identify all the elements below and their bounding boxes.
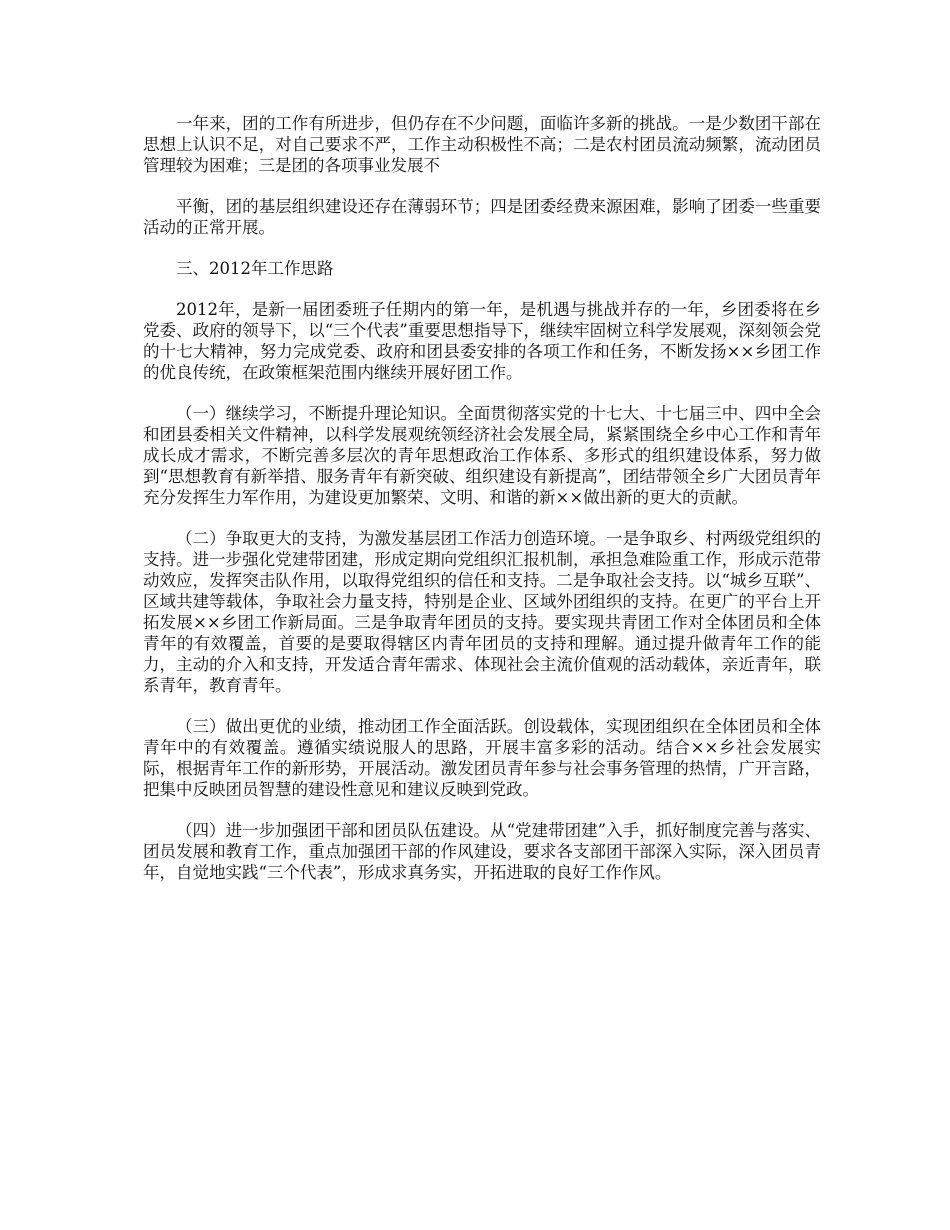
document-body — [143, 113, 821, 903]
paragraph-problems-part1: 一年来，团的工作有所进步，但仍存在不少问题，面临许多新的挑战。一是少数团干部在思想上认识不足，对自己要求不严，工作主动积极性不高；二是农村团员流动频繁，流动团员管理较为困难；三是团的各项事业发展不 — [143, 114, 821, 175]
paragraph-problems-part2: 平衡，团的基层组织建设还存在薄弱环节；四是团委经费来源困难，影响了团委一些重要活动的正常开展。 — [143, 197, 821, 237]
paragraph-item-2-support: （二）争取更大的支持，为激发基层团工作活力创造环境。一是争取乡、村两级党组织的支持。进一步强化党建带团建，形成定期向党组织汇报机制，承担急难险重工作，形成示范带动效应，发挥突击队作用，以取得党组织的信任和支持。二是争取社会支持。以“城乡互联”、区域共建等载体，争取社会力量支持，特别是企业、区域外团组织的支持。在更广的平台上开拓发展××乡团工作新局面。三是争取青年团员的支持。要实现共青团工作对全体团员和全体青年的有效覆盖，首要的是要取得辖区内青年团员的支持和理解。通过提升做青年工作的能力，主动的介入和支持，开发适合青年需求、体现社会主流价值观的活动载体，亲近青年，联系青年，教育青年。 — [143, 529, 821, 695]
paragraph-2012-overview: 2012年，是新一届团委班子任期内的第一年，是机遇与挑战并存的一年，乡团委将在乡党委、政府的领导下，以“三个代表”重要思想指导下，继续牢固树立科学发展观，深刻领会党的十七大精神，努力完成党委、政府和团县委安排的各项工作和任务，不断发扬××乡团工作的优良传统，在政策框架范围内继续开展好团工作。 — [143, 300, 821, 382]
paragraph-item-1-study: （一）继续学习，不断提升理论知识。全面贯彻落实党的十七大、十七届三中、四中全会和团县委相关文件精神，以科学发展观统领经济社会发展全局，紧紧围绕全乡中心工作和青年成长成才需求，不断完善多层次的青年思想政治工作体系、多形式的组织建设体系，努力做到“思想教育有新举措、服务青年有新突破、组织建设有新提高”，团结带领全乡广大团员青年充分发挥生力军作用，为建设更加繁荣、文明、和谐的新××做出新的更大的贡献。 — [143, 404, 821, 507]
paragraph-item-3-performance: （三）做出更优的业绩，推动团工作全面活跃。创设载体，实现团组织在全体团员和全体青年中的有效覆盖。遵循实绩说服人的思路，开展丰富多彩的活动。结合××乡社会发展实际，根据青年工作的新形势，开展活动。激发团员青年参与社会事务管理的热情，广开言路，把集中反映团员智慧的建设性意见和建议反映到党政。 — [143, 717, 821, 799]
section-heading-2012-plan: 三、2012年工作思路 — [176, 259, 334, 278]
paragraph-item-4-team-building: （四）进一步加强团干部和团员队伍建设。从“党建带团建”入手，抓好制度完善与落实、团员发展和教育工作，重点加强团干部的作风建设，要求各支部团干部深入实际，深入团员青年，自觉地实践“三个代表”，形成求真务实，开拓进取的良好工作作风。 — [143, 821, 821, 882]
